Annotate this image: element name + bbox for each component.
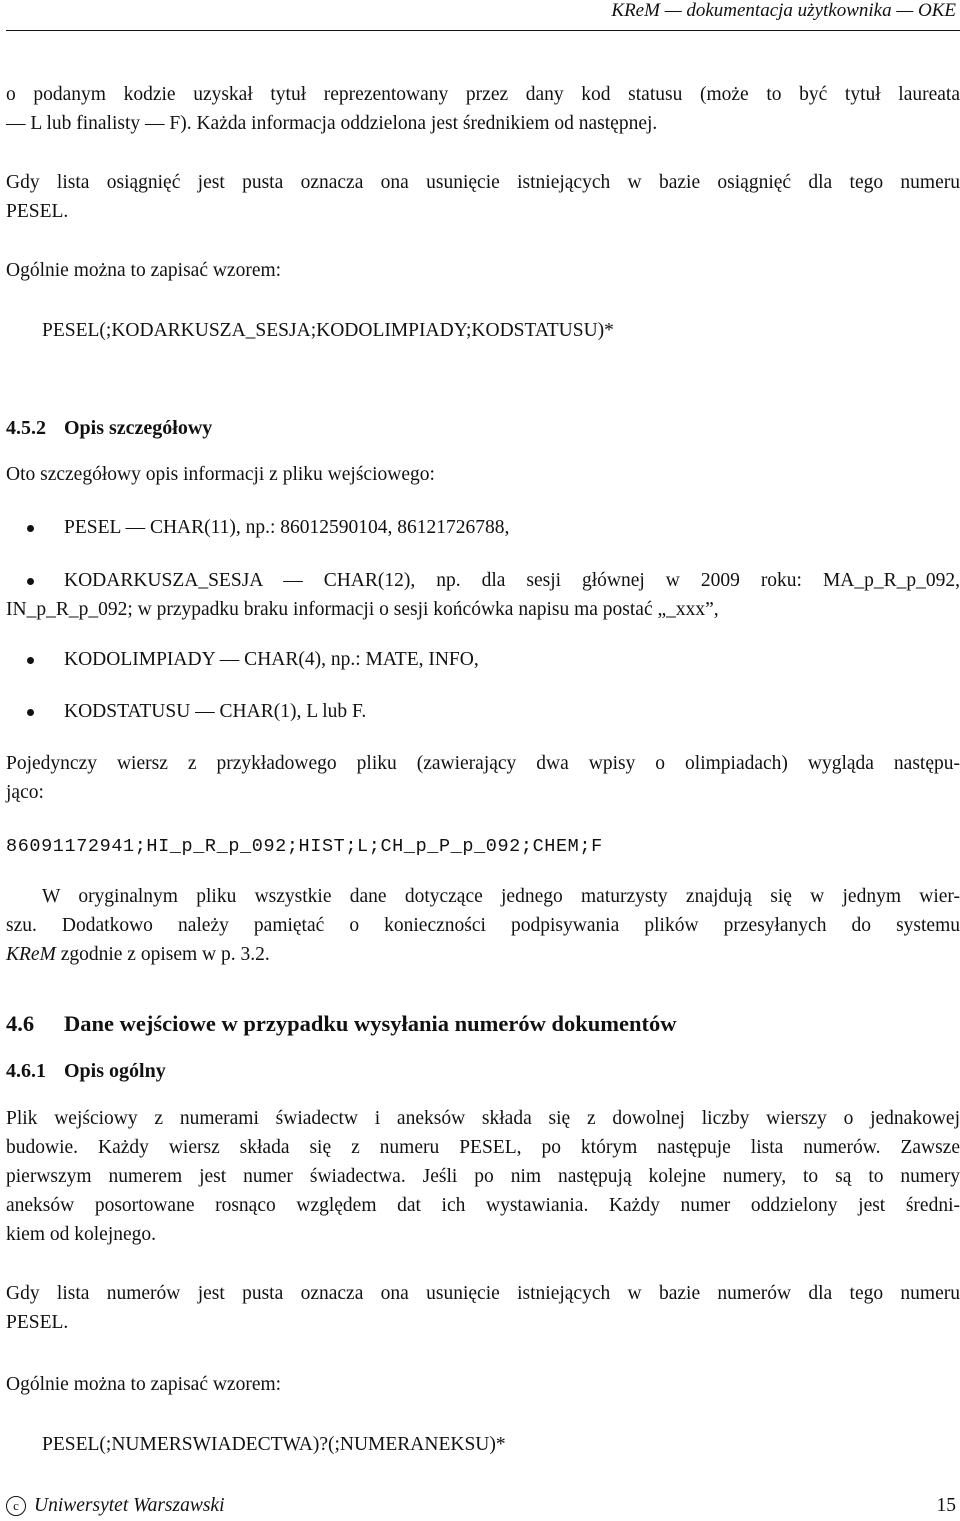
example-line: 86091172941;HI_p_R_p_092;HIST;L;CH_p_P_p_092;CHEM;F bbox=[6, 836, 603, 857]
document-page: KReM — dokumentacja użytkownika — OKE o podanym kodzie uzyskał tytuł reprezentowany przez dany kod statusu (może to być tytuł laureata — L lub finalisty — F). Każda informacja oddzielona jest średnikiem od następnej. Gdy lista osiągnięć jest pusta oznacza ona usunięcie istniejących w bazie osiągnięć dla tego numeru PESEL. Ogólnie można to zapisać wzorem: PESEL(;KODARKUSZA_SESJA;KODOLIMPIADY;KODSTATUSU)* 4.5.2 Opis szczegółowy Oto szczegółowy opis informacji z pliku wejściowego: PESEL — CHAR(11), np.: 86012590104, 86121726788, KODARKUSZA_SESJA — CHAR(12), np. dla sesji głównej w 2009 roku: MA_p_R_p_092, IN_p_R_p_092; w przypadku braku informacji o sesji końcówka napisu ma postać „_xxx”, KODOLIMPIADY — CHAR(4), np.: MATE, INFO, KODSTATUSU — CHAR(1), L lub F. Pojedynczy wiersz z przykładowego pliku (zawierający dwa wpisy o olimpiadach) wygląda następu- jąco: 86091172941;HI_p_R_p_092;HIST;L;CH_p_P_p_092;CHEM;F W oryginalnym pliku wszystkie dane dotyczące jednego maturzysty znajdują się w jednym wier- szu. Dodatkowo należy pamiętać o konieczności podpisywania plików przesyłanych do systemu KReM zgodnie z opisem w p. 3.2. 4.6 Dane wejściowe w przypadku wysyłania numerów dokumentów 4.6.1 Opis ogólny Plik wejściowy z numerami świadectw i aneksów składa się z dowolnej liczby wierszy o jednakowej budowie. Każdy wiersz składa się z numeru PESEL, po którym następuje lista numerów. Zawsze pierwszym numerem jest numer świadectwa. Jeśli po nim następują kolejne numery, to są to numery aneksów posortowane rosnąco względem dat ich wystawiania. Każdy numer oddzielony jest średni- kiem od kolejnego. Gdy lista numerów jest pusta oznacza ona usunięcie istniejących w bazie numerów dla tego numeru PESEL. Ogólnie można to zapisać wzorem: PESEL(;NUMERSWIADECTWA)?(;NUMERANEKSU)* c Uniwersytet Warszawski 15 bbox=[6, 0, 960, 1516]
list-item-continuation: IN_p_R_p_092; w przypadku braku informacji o sesji końcówka napisu ma postać „_xxx”, bbox=[6, 599, 719, 620]
section-heading-4-6 bbox=[6, 1009, 960, 1038]
page-number: 15 bbox=[936, 1495, 956, 1516]
system-name: KReM bbox=[6, 944, 56, 965]
header-rule bbox=[6, 30, 960, 31]
paragraph-empty-list: Gdy lista osiągnięć jest pusta oznacza ona usunięcie istniejących w bazie osiągnięć dla tego numeru PESEL. bbox=[6, 172, 960, 222]
paragraph-example-intro: Pojedynczy wiersz z przykładowego pliku (zawierający dwa wpisy o olimpiadach) wygląda następu- jąco: bbox=[6, 753, 960, 803]
system-name: KReM bbox=[611, 0, 660, 21]
paragraph-detail-intro: Oto szczegółowy opis informacji z pliku wejściowego: bbox=[6, 464, 435, 485]
section-title: Dane wejściowe w przypadku wysyłania numerów dokumentów bbox=[64, 1011, 677, 1036]
paragraph-formula-intro-2: Ogólnie można to zapisać wzorem: bbox=[6, 1374, 282, 1395]
section-title: Opis szczegółowy bbox=[64, 417, 213, 439]
bullet-icon bbox=[27, 525, 34, 532]
section-number: 4.5.2 bbox=[6, 417, 46, 439]
bullet-icon bbox=[27, 578, 34, 585]
paragraph-original-file: W oryginalnym pliku wszystkie dane dotyczące jednego maturzysty znajdują się w jednym wier- szu. Dodatkowo należy pamiętać o konieczności podpisywania plików przesyłanych do systemu KReM zgodnie z opisem w p. 3.2. bbox=[6, 886, 960, 965]
section-number: 4.6 bbox=[6, 1011, 35, 1036]
paragraph-empty-numbers: Gdy lista numerów jest pusta oznacza ona usunięcie istniejących w bazie numerów dla tego numeru PESEL. bbox=[6, 1283, 960, 1333]
paragraph-status-codes: o podanym kodzie uzyskał tytuł reprezentowany przez dany kod statusu (może to być tytuł laureata — L lub finalisty — F). Każda informacja oddzielona jest średnikiem od następnej. bbox=[6, 84, 960, 134]
paragraph-input-file: Plik wejściowy z numerami świadectw i aneksów składa się z dowolnej liczby wierszy o jednakowej budowie. Każdy wiersz składa się z numeru PESEL, po którym następuje lista numerów. Zawsze pierwszym numerem jest numer świadectwa. Jeśli po nim następują kolejne numery, to są to numery aneksów posortowane rosnąco względem dat ich wystawiania. Każdy numer oddzielony jest średni- kiem od kolejnego. bbox=[6, 1108, 960, 1245]
section-heading-4-5-2 bbox=[6, 414, 960, 443]
copyright-icon: c bbox=[6, 1496, 26, 1516]
bullet-icon bbox=[27, 657, 34, 664]
footer-institution: c Uniwersytet Warszawski bbox=[6, 1494, 225, 1518]
section-heading-4-6-1 bbox=[6, 1057, 960, 1086]
section-title: Opis ogólny bbox=[64, 1060, 166, 1082]
running-header bbox=[611, 0, 956, 22]
formula-documents: PESEL(;NUMERSWIADECTWA)?(;NUMERANEKSU)* bbox=[42, 1434, 506, 1455]
header-title: — dokumentacja użytkownika — OKE bbox=[659, 0, 956, 21]
paragraph-formula-intro: Ogólnie można to zapisać wzorem: bbox=[6, 260, 282, 281]
formula-achievements: PESEL(;KODARKUSZA_SESJA;KODOLIMPIADY;KODSTATUSU)* bbox=[42, 320, 614, 341]
bullet-icon bbox=[27, 709, 34, 716]
section-number: 4.6.1 bbox=[6, 1060, 46, 1082]
